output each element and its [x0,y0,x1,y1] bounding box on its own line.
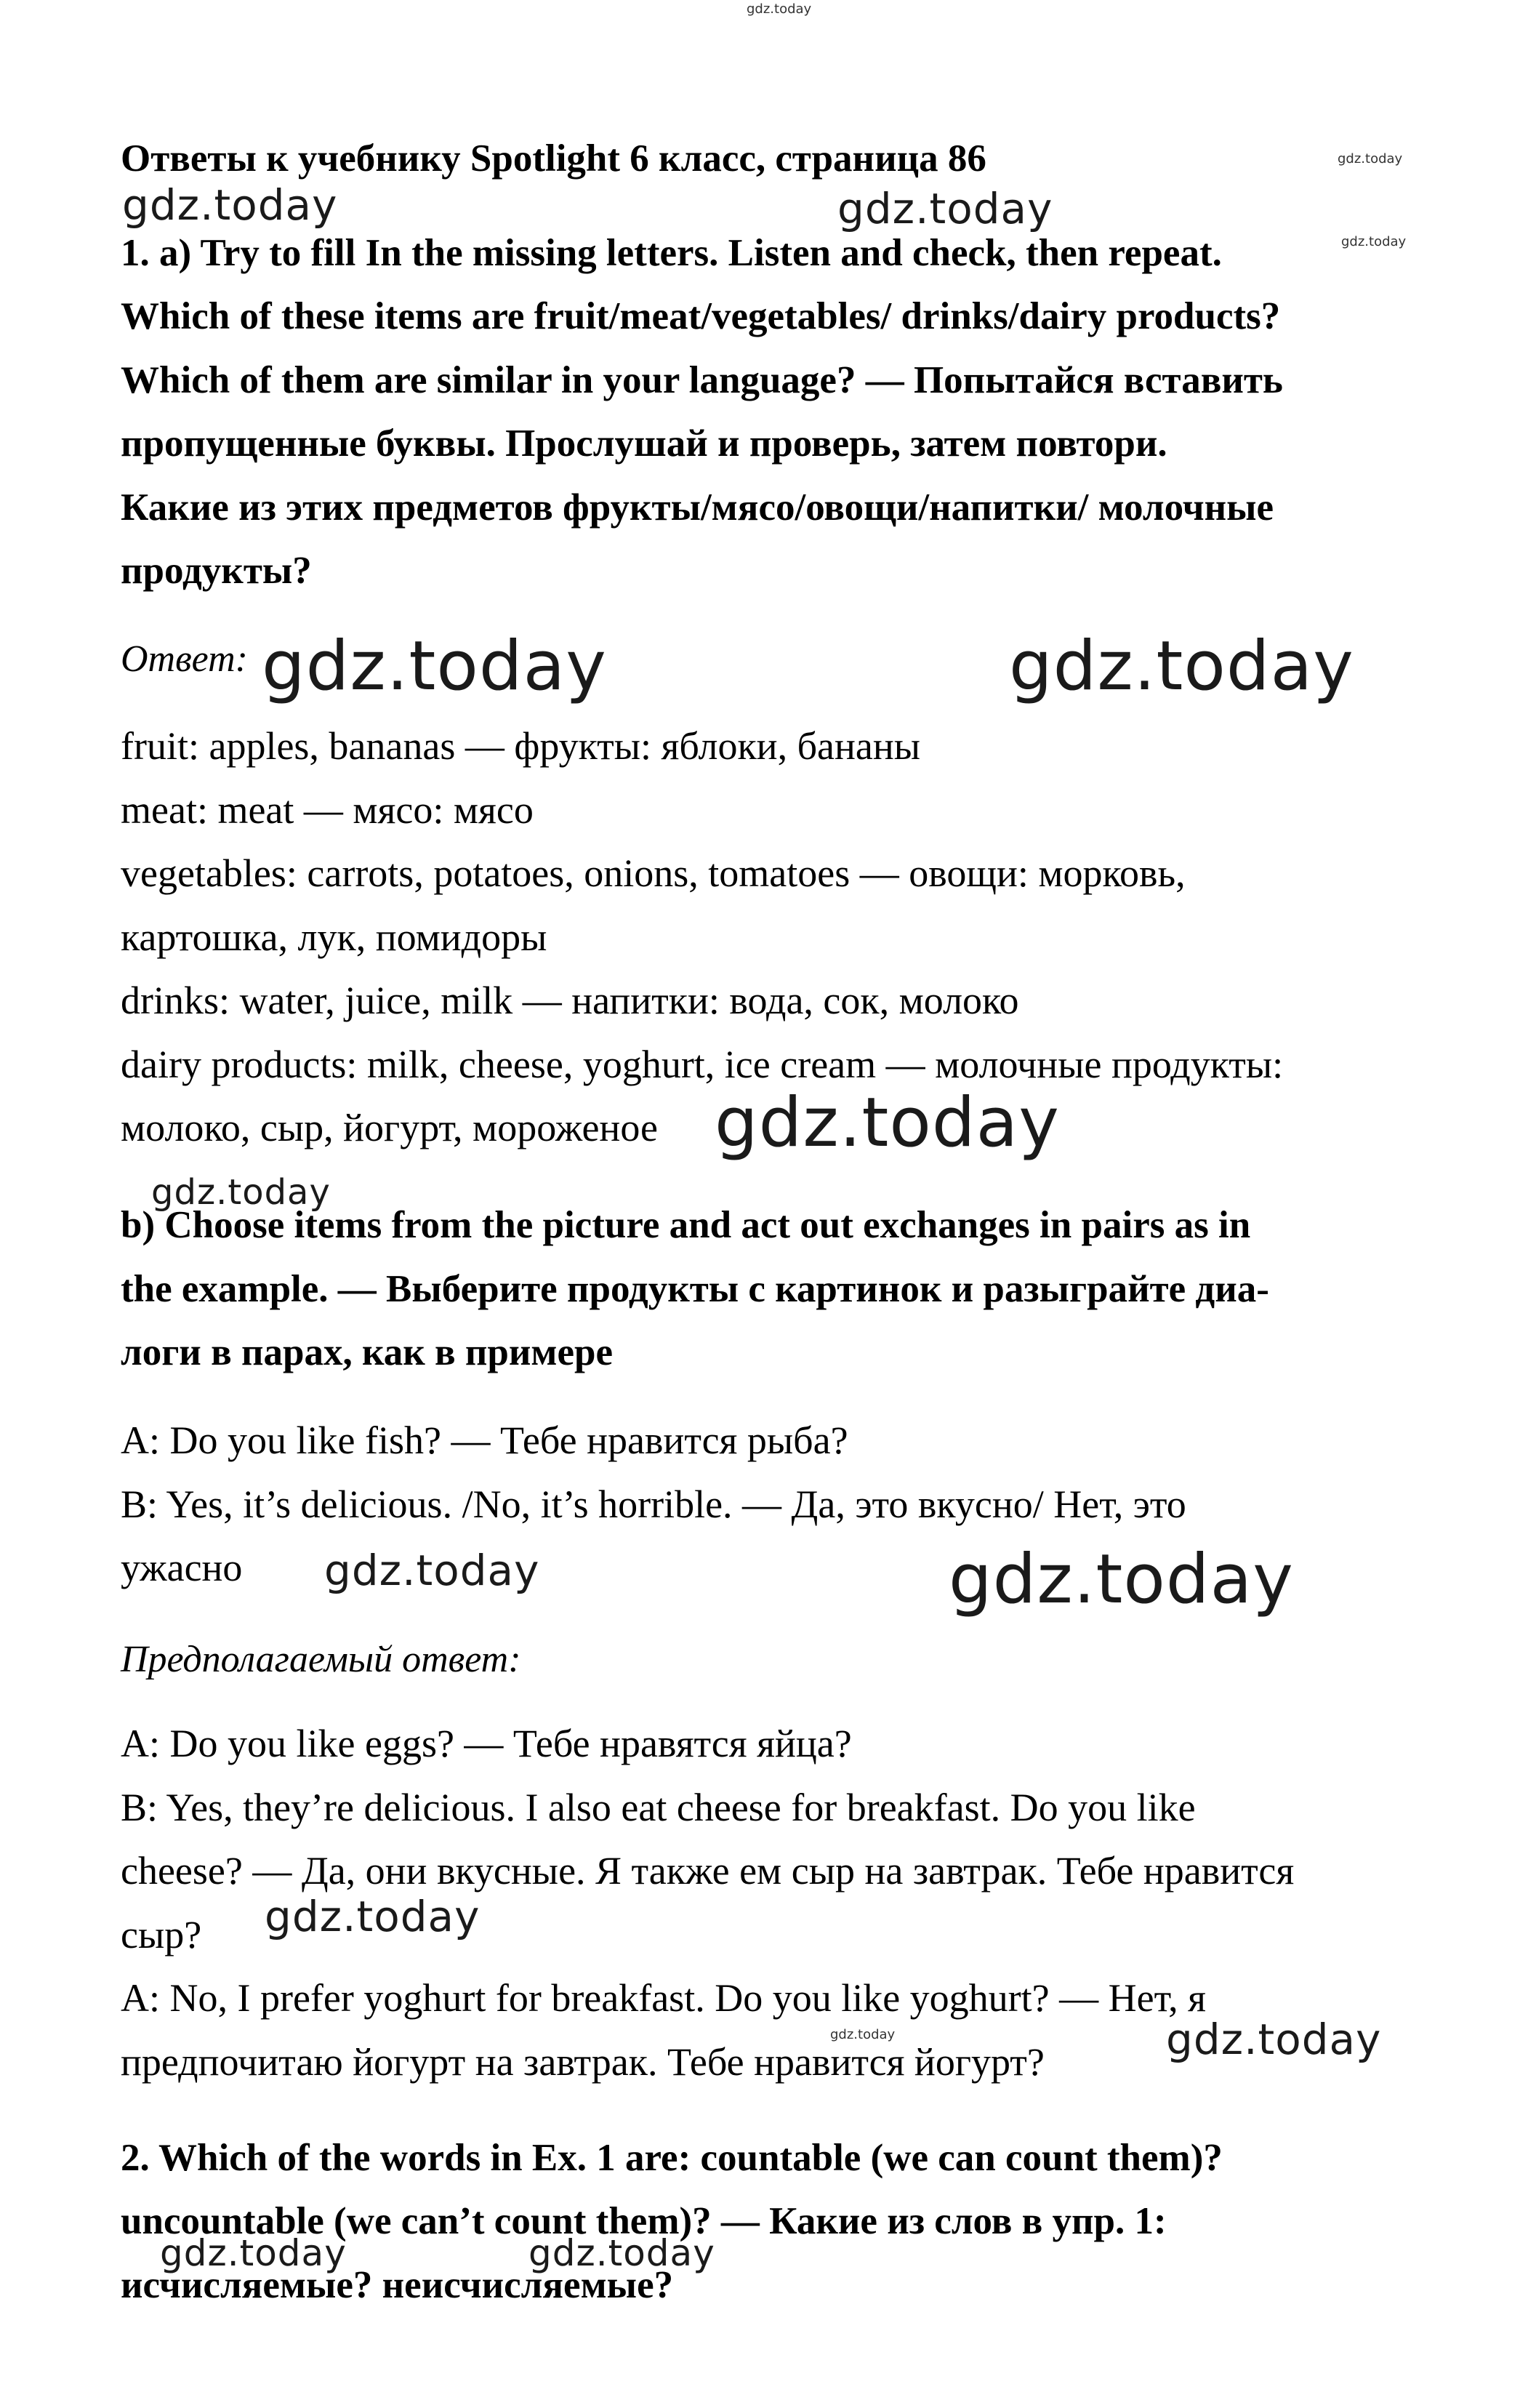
ex1a-line-6: продукты? [121,550,312,592]
watermark-small-3: gdz.today [830,2027,896,2042]
ex1b-answer-6: предпочитаю йогурт на завтрак. Тебе нравится йогурт? [121,2040,1045,2084]
watermark-5: gdz.today [715,1083,1060,1163]
ex1b-line-2: the example. — Выберите продукты с картинок и разыграйте диа- [121,1268,1269,1310]
ex1b-example-1: A: Do you like fish? — Тебе нравится рыба? [121,1418,848,1462]
watermark-1: gdz.today [122,180,338,230]
ex1a-answer-4: картошка, лук, помидоры [121,915,547,959]
ex1a-answer-7: молоко, сыр, йогурт, мороженое [121,1106,658,1149]
watermark-3: gdz.today [262,627,607,706]
watermark-12: gdz.today [528,2232,715,2274]
ex2-line-1: 2. Which of the words in Ex. 1 are: countable (we can count them)? [121,2137,1223,2179]
ex1a-line-4: пропущенные буквы. Прослушай и проверь, затем повтори. [121,422,1167,465]
ex1b-answer-1: A: Do you like eggs? — Тебе нравятся яйца? [121,1722,852,1765]
ex1a-line-2: Which of these items are fruit/meat/vegetables/ drinks/dairy products? [121,295,1281,337]
ex1a-answer-2: meat: meat — мясо: мясо [121,788,534,832]
watermark-11: gdz.today [160,2232,347,2274]
ex1a-line-1: 1. a) Try to fill In the missing letters. Listen and check, then repeat. [121,232,1222,274]
watermark-top: gdz.today [747,1,812,17]
page-title: Ответы к учебнику Spotlight 6 класс, страница 86 [121,137,986,180]
ex1a-answer-6: dairy products: milk, cheese, yoghurt, ice cream — молочные продукты: [121,1043,1284,1086]
ex1b-example-3: ужасно [121,1546,243,1589]
ex1a-answer-3: vegetables: carrots, potatoes, onions, tomatoes — овощи: морковь, [121,851,1186,895]
ex2-line-3: исчисляемые? неисчисляемые? [121,2264,674,2306]
ex1b-answer-label: Предполагаемый ответ: [121,1639,521,1680]
watermark-6: gdz.today [151,1172,331,1213]
ex1b-answer-2: B: Yes, they’re delicious. I also eat cheese for breakfast. Do you like [121,1786,1196,1829]
ex1a-line-5: Какие из этих предметов фрукты/мясо/овощи/напитки/ молочные [121,486,1274,529]
ex1a-answer-label: Ответ: [121,638,248,680]
ex1b-line-1: b) Choose items from the picture and act out exchanges in pairs as in [121,1204,1251,1246]
watermark-2: gdz.today [837,184,1053,233]
ex1a-line-3: Which of them are similar in your language? — Попытайся вставить [121,359,1283,401]
ex1b-line-3: логи в парах, как в примере [121,1331,614,1373]
watermark-small-2: gdz.today [1341,234,1407,249]
ex1b-answer-4: сыр? [121,1913,202,1956]
ex1b-example-2: B: Yes, it’s delicious. /No, it’s horrible. — Да, это вкусно/ Нет, это [121,1482,1186,1526]
watermark-9: gdz.today [265,1892,480,1941]
ex1a-answer-5: drinks: water, juice, milk — напитки: вода, сок, молоко [121,979,1019,1022]
watermark-8: gdz.today [949,1540,1294,1619]
watermark-7: gdz.today [324,1546,540,1595]
ex1a-answer-1: fruit: apples, bananas — фрукты: яблоки, бананы [121,724,921,768]
watermark-10: gdz.today [1166,2015,1382,2064]
ex1b-answer-5: A: No, I prefer yoghurt for breakfast. Do you like yoghurt? — Нет, я [121,1976,1206,2020]
ex2-line-2: uncountable (we can’t count them)? — Какие из слов в упр. 1: [121,2200,1167,2242]
watermark-4: gdz.today [1009,627,1354,706]
ex1b-answer-3: cheese? — Да, они вкусные. Я также ем сыр на завтрак. Тебе нравится [121,1849,1295,1893]
watermark-small-1: gdz.today [1338,151,1403,166]
